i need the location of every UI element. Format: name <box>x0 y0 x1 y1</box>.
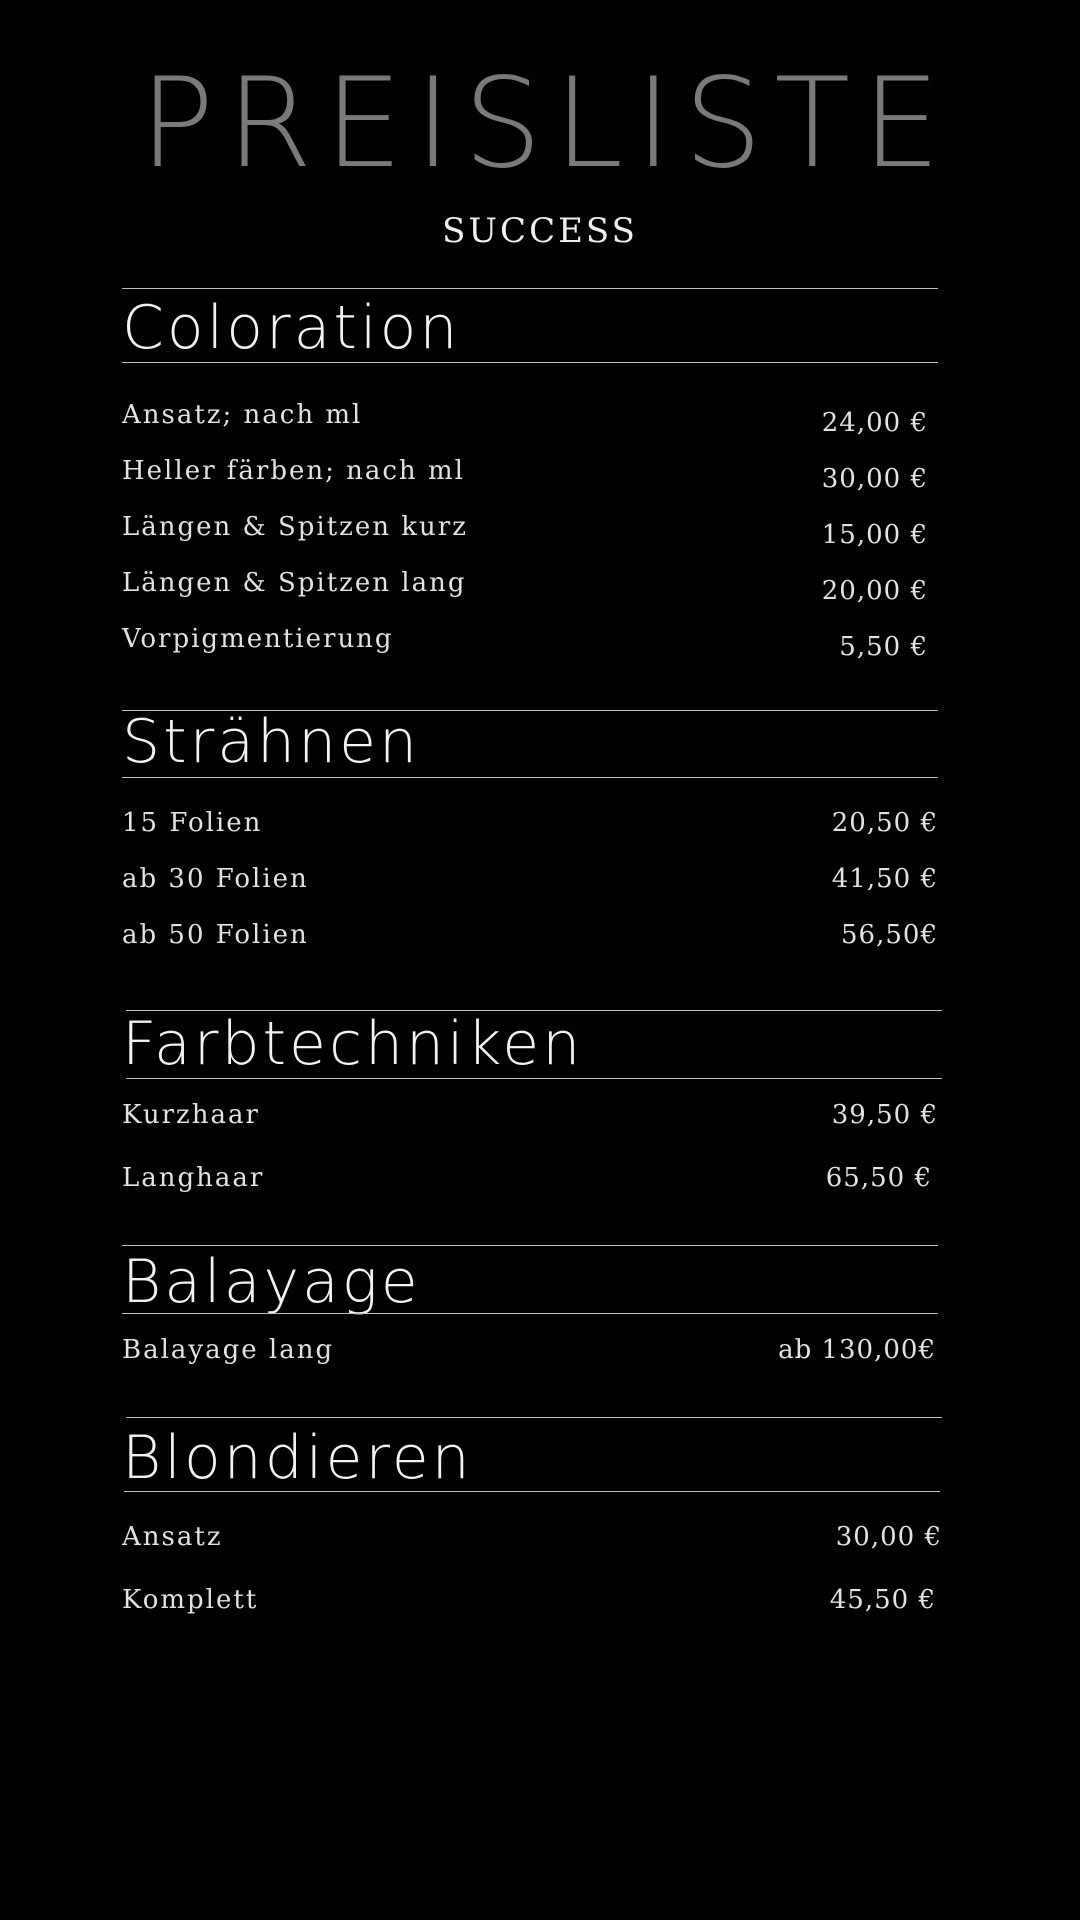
item-name: Ansatz; nach ml <box>122 400 363 430</box>
item-name: Heller färben; nach ml <box>122 456 465 486</box>
section-heading: Farbtechniken <box>122 1009 584 1079</box>
item-name: Kurzhaar <box>122 1100 260 1130</box>
item-name: Ansatz <box>122 1522 223 1552</box>
section-bottom-rule <box>122 777 938 778</box>
item-name: Längen & Spitzen kurz <box>122 512 468 542</box>
item-price: 24,00 € <box>821 408 928 438</box>
item-price: 41,50 € <box>831 864 938 894</box>
section-heading: Coloration <box>122 293 461 363</box>
item-price: 20,00 € <box>821 576 928 606</box>
section-heading: Strähnen <box>122 707 421 777</box>
item-name: Komplett <box>122 1585 259 1615</box>
item-name: 15 Folien <box>122 808 263 838</box>
item-name: Längen & Spitzen lang <box>122 568 467 598</box>
section-top-rule <box>122 288 938 289</box>
section-top-rule <box>122 1245 938 1246</box>
section-bottom-rule <box>126 1078 942 1079</box>
page-subtitle: SUCCESS <box>442 211 638 251</box>
item-price: 30,00 € <box>821 464 928 494</box>
item-price: 45,50 € <box>829 1585 936 1615</box>
section-bottom-rule <box>122 362 938 363</box>
item-price: 39,50 € <box>831 1100 938 1130</box>
item-name: ab 30 Folien <box>122 864 309 894</box>
item-price: 5,50 € <box>839 632 928 662</box>
item-name: ab 50 Folien <box>122 920 309 950</box>
section-heading: Blondieren <box>122 1423 473 1493</box>
section-bottom-rule <box>124 1491 940 1492</box>
item-price: 15,00 € <box>821 520 928 550</box>
page-title: PREISLISTE <box>139 52 953 196</box>
item-name: Langhaar <box>122 1163 265 1193</box>
item-price: 30,00 € <box>835 1522 942 1552</box>
item-price: ab 130,00€ <box>778 1335 936 1365</box>
section-bottom-rule <box>122 1313 938 1314</box>
item-price: 56,50€ <box>841 920 938 950</box>
section-heading: Balayage <box>122 1247 421 1317</box>
item-price: 65,50 € <box>825 1163 932 1193</box>
item-price: 20,50 € <box>831 808 938 838</box>
item-name: Balayage lang <box>122 1335 335 1365</box>
section-top-rule <box>126 1417 942 1418</box>
item-name: Vorpigmentierung <box>122 624 394 654</box>
